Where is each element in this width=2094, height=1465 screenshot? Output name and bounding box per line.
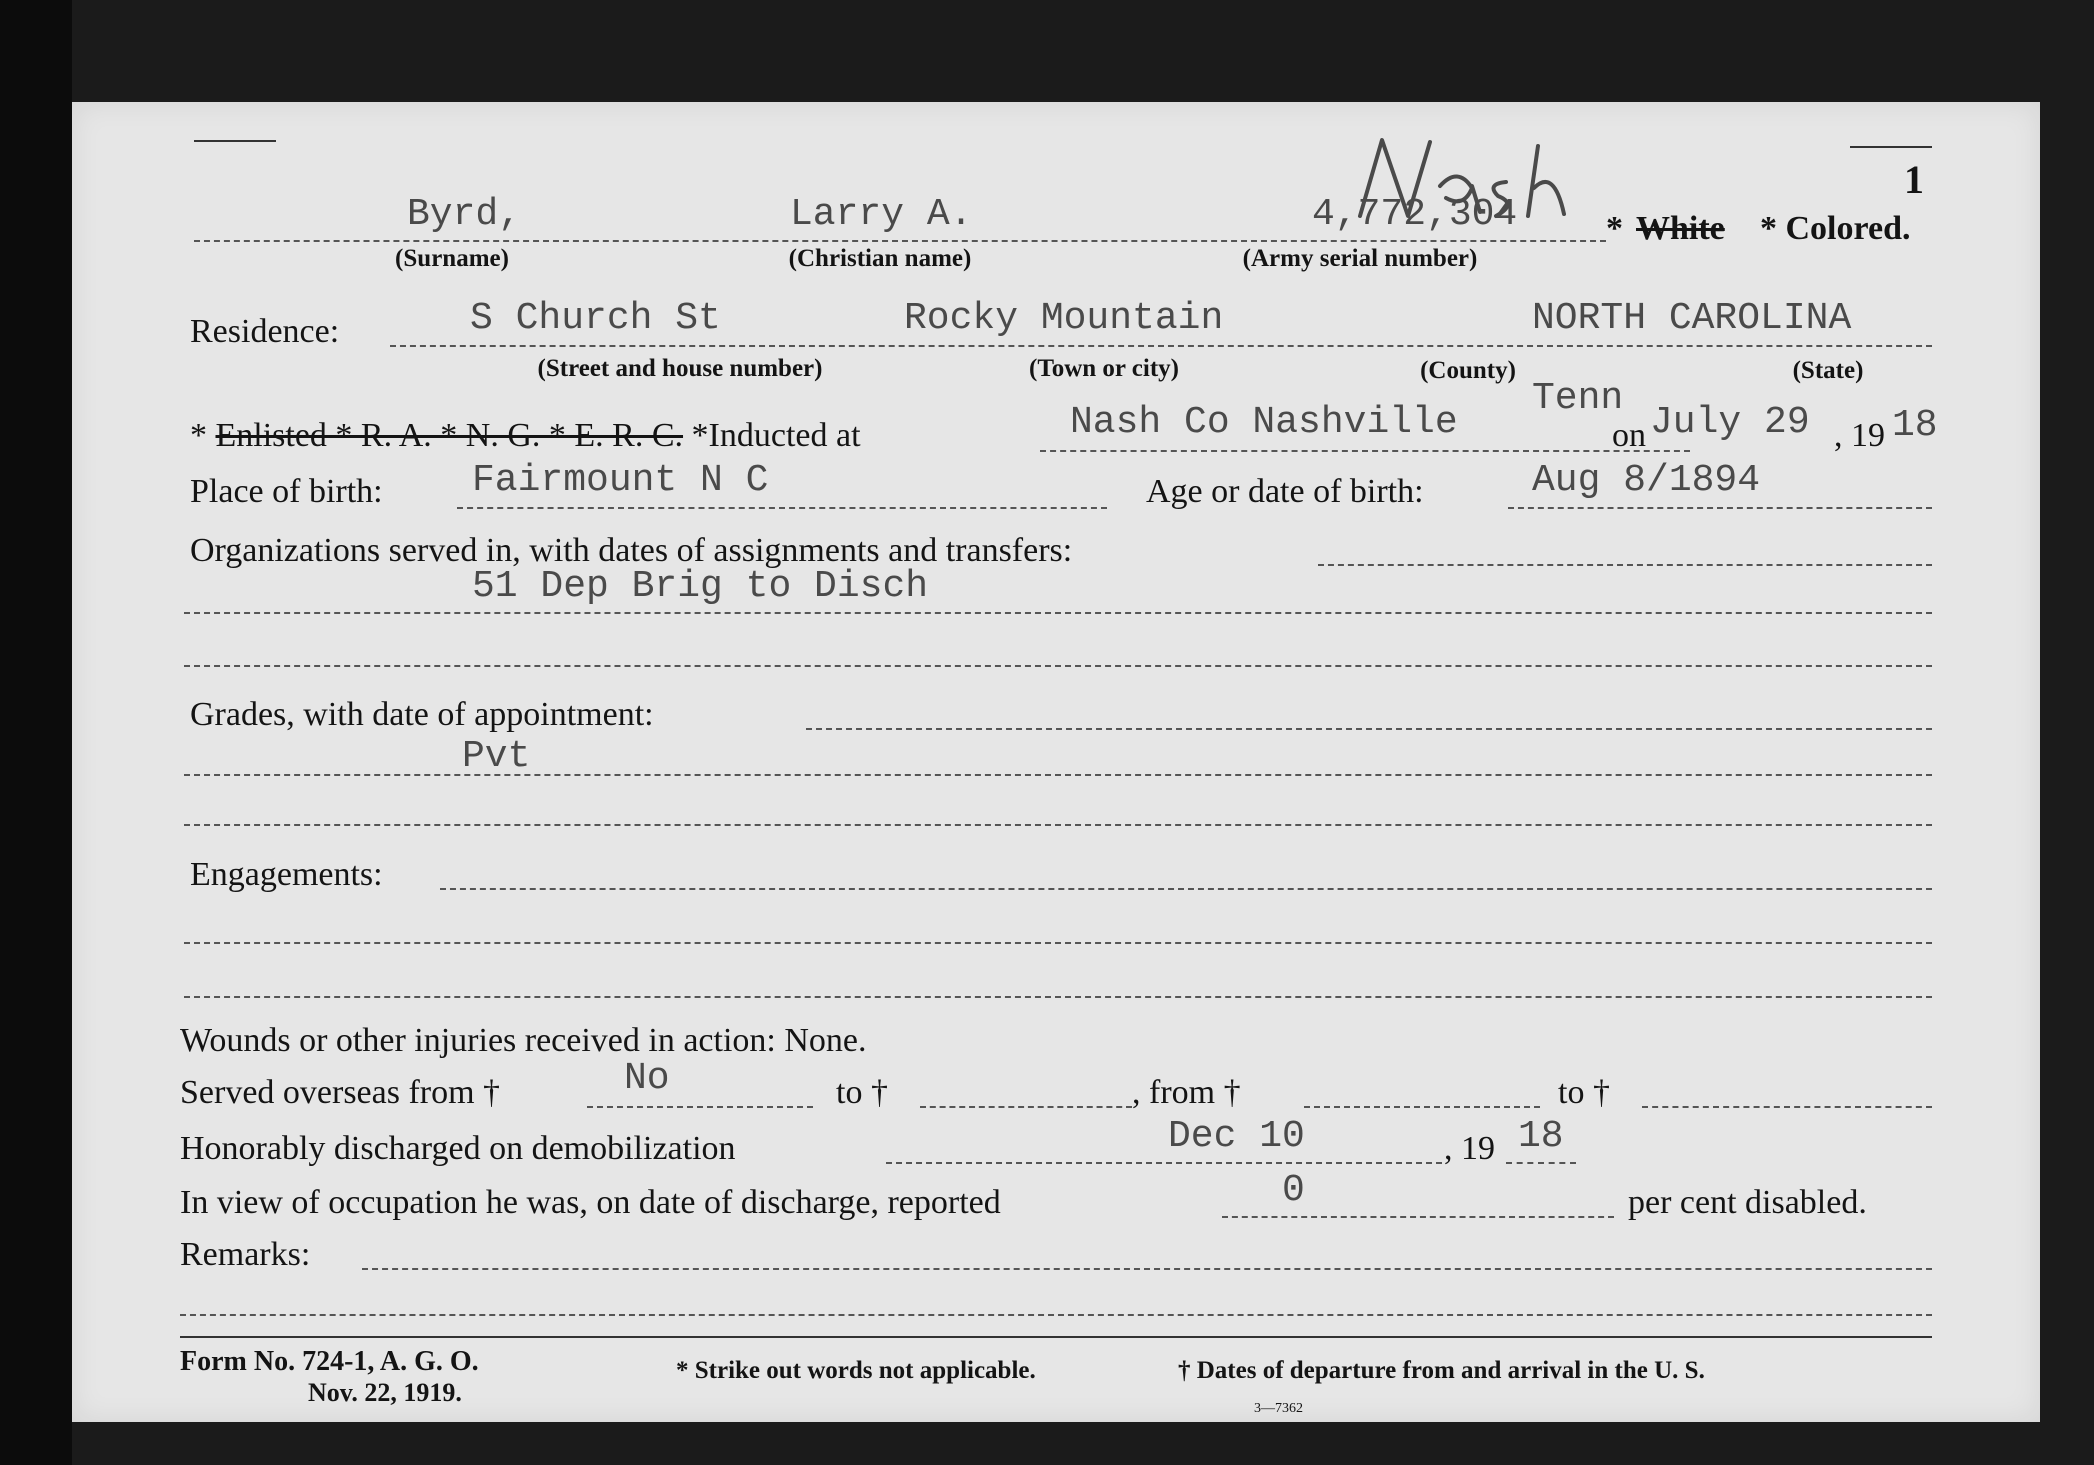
christian-name-caption: (Christian name) [788, 245, 972, 272]
engagements-line-1 [184, 942, 1932, 944]
grades-line-1 [184, 774, 1932, 776]
organizations-value: 51 Dep Brig to Disch [472, 565, 929, 608]
service-record-card [72, 102, 2040, 1422]
place-of-birth-value: Fairmount N C [472, 459, 769, 502]
inducted-year-prefix: , 19 [1834, 417, 1885, 454]
town-caption: (Town or city) [1029, 355, 1179, 382]
top-left-rule [194, 140, 276, 142]
organizations-line-2 [184, 665, 1932, 667]
overseas-to-2-line [1642, 1106, 1932, 1108]
race-colored-label: * Colored. [1760, 210, 1911, 247]
street-caption: (Street and house number) [537, 355, 823, 382]
army-serial-caption: (Army serial number) [1242, 245, 1478, 272]
discharge-year-prefix: , 19 [1444, 1130, 1495, 1167]
percent-disabled-line [1222, 1216, 1614, 1218]
remarks-line-0 [362, 1268, 1932, 1270]
discharge-date-line [886, 1162, 1442, 1164]
state-caption: (State) [1792, 357, 1864, 384]
enlistment-line [190, 419, 861, 453]
honorably-discharged-label: Honorably discharged on demobilization [180, 1130, 736, 1167]
county-caption: (County) [1420, 357, 1516, 384]
race-white-label: White [1636, 210, 1725, 247]
form-number: Form No. 724-1, A. G. O. [180, 1346, 479, 1377]
overseas-from-2-label: , from † [1132, 1074, 1241, 1111]
scan-background-edge [0, 0, 72, 1465]
print-code: 3—7362 [1254, 1401, 1303, 1416]
christian-name-value: Larry A. [790, 193, 973, 236]
name-line [194, 240, 1606, 242]
served-overseas-from-label: Served overseas from † [180, 1074, 501, 1111]
enlist-prefix: * [190, 417, 216, 454]
enlisted-struck-text: Enlisted * R. A. * N. G. * E. R. C. [215, 417, 684, 454]
surname-caption: (Surname) [395, 245, 509, 272]
inducted-at-line [1040, 450, 1690, 452]
residence-town-value: Rocky Mountain [904, 297, 1224, 340]
discharge-year-value: 18 [1518, 1115, 1564, 1158]
organizations-line-1 [184, 612, 1932, 614]
surname-value: Byrd, [407, 193, 522, 236]
residence-label: Residence: [190, 313, 340, 350]
residence-street-value: S Church St [470, 297, 721, 340]
wounds-label: Wounds or other injuries received in action: None. [180, 1022, 867, 1059]
inducted-at-value: Nash Co Nashville [1070, 401, 1458, 444]
remarks-label: Remarks: [180, 1236, 311, 1273]
overseas-to-label: to † [836, 1074, 888, 1111]
dob-line [1508, 507, 1932, 509]
form-date: Nov. 22, 1919. [308, 1378, 462, 1407]
place-of-birth-line [457, 507, 1107, 509]
organizations-label: Organizations served in, with dates of assignments and transfers: [190, 532, 1073, 569]
overseas-from-line [587, 1106, 813, 1108]
inducted-on-value: July 29 [1650, 401, 1810, 444]
discharge-date-value: Dec 10 [1168, 1115, 1305, 1158]
age-or-dob-label: Age or date of birth: [1146, 473, 1424, 510]
engagements-line-0 [440, 888, 1932, 890]
place-of-birth-label: Place of birth: [190, 473, 383, 510]
race-white-asterisk: * [1606, 210, 1623, 247]
inducted-at-label: *Inducted at [683, 417, 861, 454]
grades-label: Grades, with date of appointment: [190, 696, 654, 733]
strike-note: * Strike out words not applicable. [676, 1357, 1036, 1384]
organizations-line-0 [1318, 564, 1932, 566]
residence-state-value: NORTH CAROLINA [1532, 297, 1852, 340]
overseas-from-2-line [1304, 1106, 1540, 1108]
engagements-line-2 [184, 996, 1932, 998]
grade-value: Pvt [462, 735, 531, 778]
remarks-line-1 [180, 1314, 1932, 1316]
card-number: 1 [1904, 157, 1924, 202]
inducted-year-value: 18 [1892, 404, 1938, 447]
percent-disabled-value: 0 [1282, 1169, 1305, 1212]
residence-line [390, 345, 1932, 347]
view-of-occupation-label: In view of occupation he was, on date of discharge, reported [180, 1184, 1001, 1221]
army-serial-number-value: 4,772,304 [1312, 193, 1518, 236]
grades-line-2 [184, 824, 1932, 826]
overseas-to-2-label: to † [1558, 1074, 1610, 1111]
grades-line-0 [806, 728, 1932, 730]
overseas-to-line [920, 1106, 1132, 1108]
discharge-year-line [1506, 1162, 1576, 1164]
top-right-rule [1850, 146, 1932, 148]
date-of-birth-value: Aug 8/1894 [1532, 459, 1761, 502]
footer-rule [180, 1336, 1932, 1338]
engagements-label: Engagements: [190, 856, 383, 893]
inducted-at-extra-value: Tenn [1532, 377, 1624, 420]
dates-note: † Dates of departure from and arrival in the U. S. [1178, 1357, 1705, 1384]
overseas-from-value: No [624, 1057, 670, 1100]
per-cent-disabled-label: per cent disabled. [1628, 1184, 1867, 1221]
inducted-on-label: on [1612, 417, 1646, 454]
